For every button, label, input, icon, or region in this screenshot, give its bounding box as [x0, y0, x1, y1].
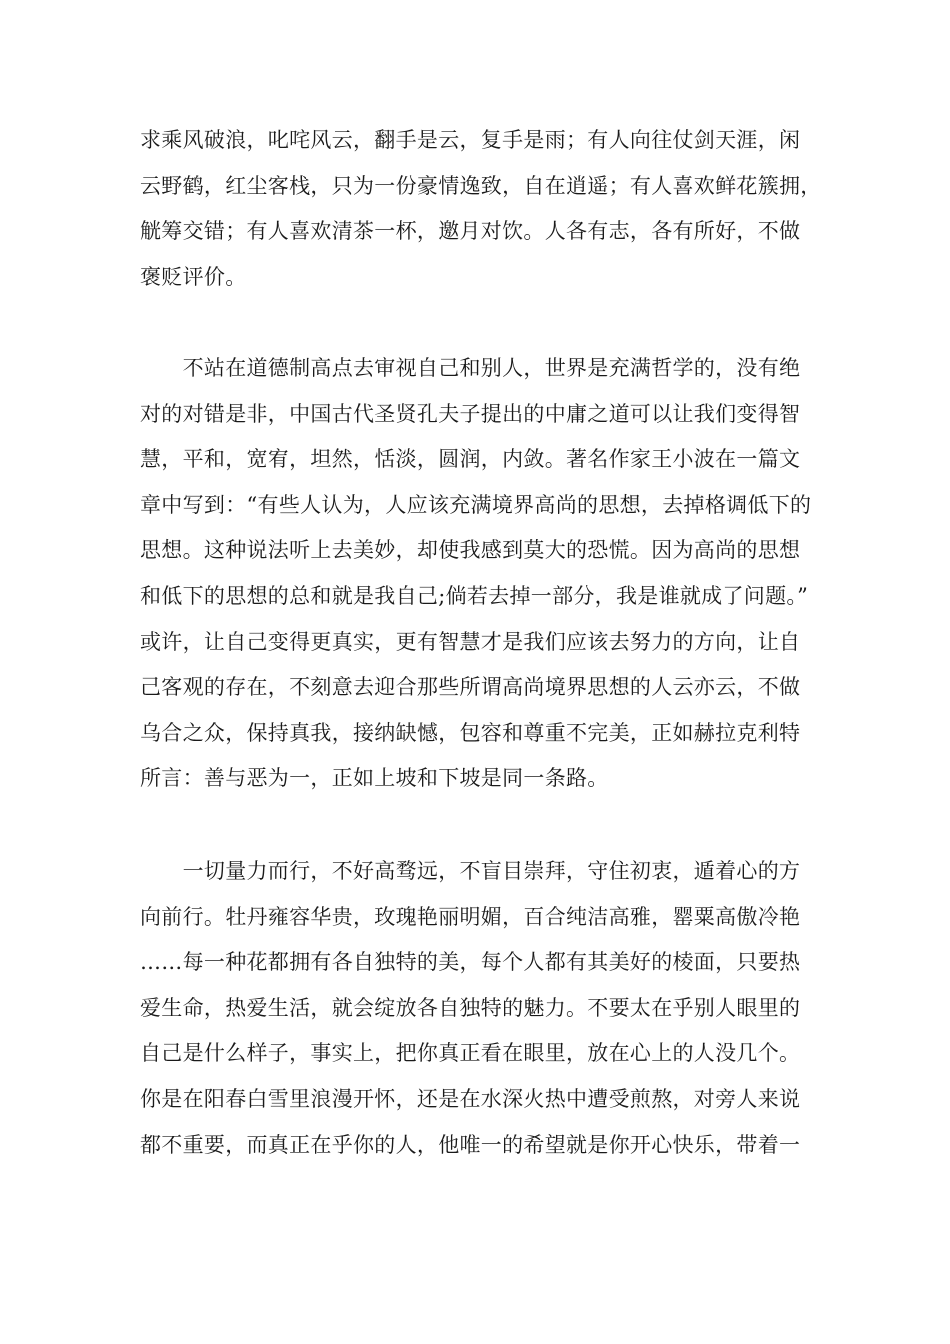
text-line: 褒贬评价。 [140, 264, 247, 289]
paragraph-3 [140, 849, 812, 1168]
text-line: 自己是什么样子，事实上，把你真正看在眼里，放在心上的人没几个。 [140, 1041, 801, 1066]
text-line: 或许，让自己变得更真实，更有智慧才是我们应该去努力的方向，让自 [140, 629, 801, 654]
paragraph-1 [140, 118, 822, 300]
text-line: 都不重要，而真正在乎你的人，他唯一的希望就是你开心快乐，带着一 [140, 1132, 801, 1157]
text-line: 思想。这种说法听上去美妙，却使我感到莫大的恐慌。因为高尚的思想 [140, 538, 801, 563]
text-line: 不站在道德制高点去审视自己和别人，世界是充满哲学的，没有绝 [140, 356, 801, 380]
text-line: 一切量力而行，不好高骛远，不盲目崇拜，守住初衷，遁着心的方 [140, 859, 801, 883]
text-line: 觥筹交错；有人喜欢清茶一杯，邀月对饮。人各有志，各有所好，不做 [140, 219, 801, 244]
text-line: 爱生命，热爱生活，就会绽放各自独特的魅力。不要太在乎别人眼里的 [140, 995, 801, 1020]
text-line: 你是在阳春白雪里浪漫开怀，还是在水深火热中遭受煎熬，对旁人来说 [140, 1086, 801, 1111]
text-line: 云野鹤，红尘客栈，只为一份豪情逸致，自在逍遥；有人喜欢鲜花簇拥， [140, 173, 822, 198]
text-line: 己客观的存在，不刻意去迎合那些所谓高尚境界思想的人云亦云，不做 [140, 675, 801, 700]
text-line: ……每一种花都拥有各自独特的美，每个人都有其美好的棱面，只要热 [140, 950, 801, 975]
text-line: 乌合之众，保持真我，接纳缺憾，包容和尊重不完美，正如赫拉克利特 [140, 720, 801, 745]
text-line: 对的对错是非，中国古代圣贤孔夫子提出的中庸之道可以让我们变得智 [140, 401, 801, 426]
text-line: 所言：善与恶为一，正如上坡和下坡是同一条路。 [140, 766, 609, 791]
text-line: 向前行。牡丹雍容华贵，玫瑰艳丽明媚，百合纯洁高雅，罂粟高傲冷艳 [140, 904, 801, 929]
text-line: 和低下的思想的总和就是我自己;倘若去掉一部分，我是谁就成了问题。” [140, 583, 809, 608]
text-line: 求乘风破浪，叱咤风云，翻手是云，复手是雨；有人向往仗剑天涯，闲 [140, 128, 801, 152]
paragraph-2 [140, 346, 812, 802]
text-line: 章中写到：“有些人认为，人应该充满境界高尚的思想，去掉格调低下的 [140, 492, 812, 517]
text-line: 慧，平和，宽宥，坦然，恬淡，圆润，内敛。著名作家王小波在一篇文 [140, 447, 801, 472]
